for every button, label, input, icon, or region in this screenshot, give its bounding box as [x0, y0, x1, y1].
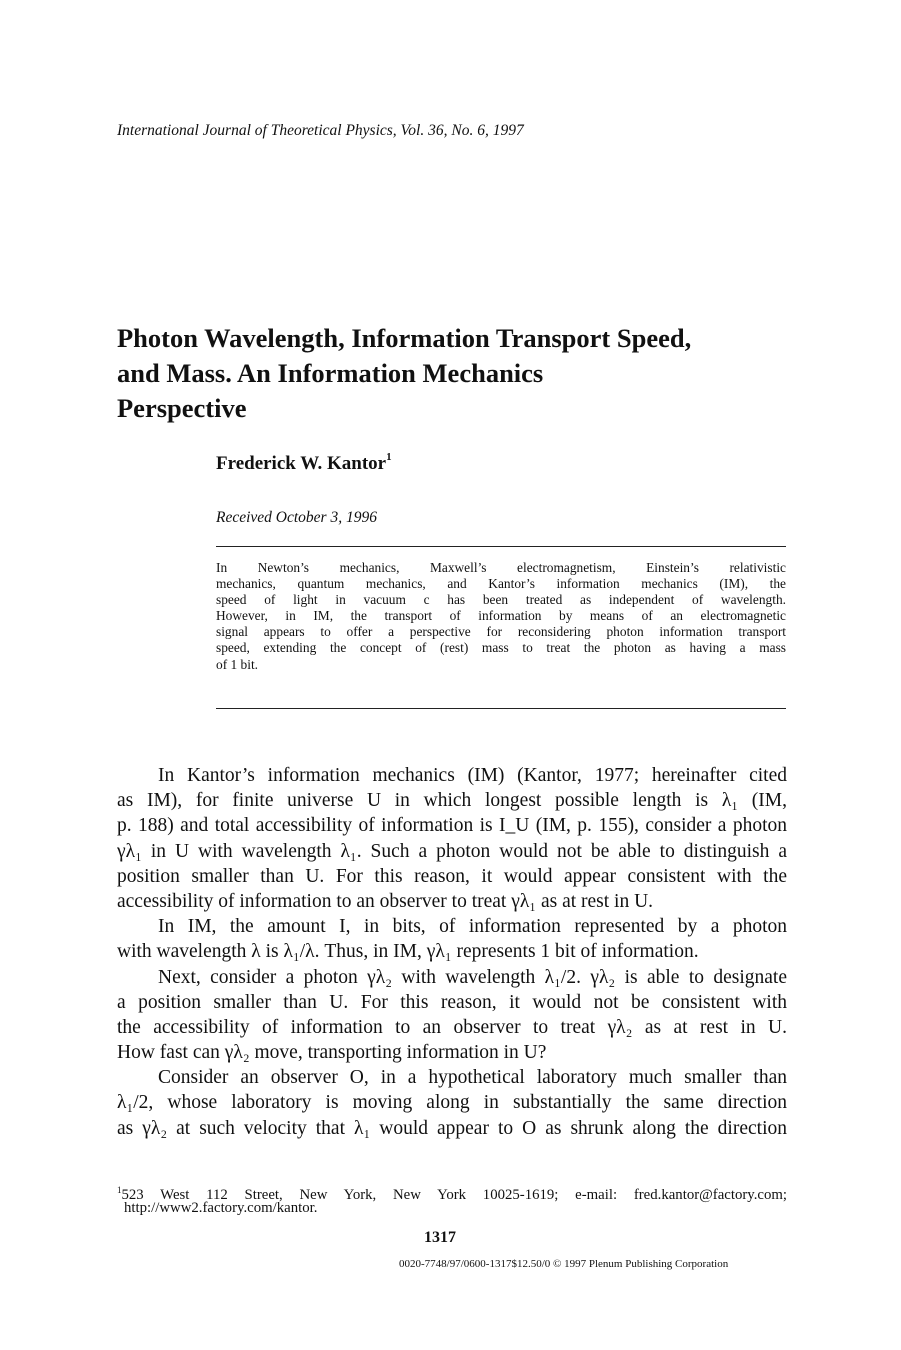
footnote-line [117, 1181, 787, 1203]
abstract-line: In Newton’s mechanics, Maxwell’s electromagnetism, Einstein’s relativistic [216, 560, 786, 575]
title-line: and Mass. An Information Mechanics [117, 358, 544, 388]
footnote-mark: 1 [117, 1185, 122, 1195]
body-line: p. 188) and total accessibility of information is I_U (IM, p. 155), consider a photon [117, 815, 787, 837]
footnote [117, 1181, 787, 1217]
body-line: λ₁/2, whose laboratory is moving along in substantially the same direction [117, 1092, 787, 1114]
journal-citation: International Journal of Theoretical Physics, Vol. 36, No. 6, 1997 [117, 122, 524, 139]
body-line: as γλ₂ at such velocity that λ₁ would appear to O as shrunk along the direction [117, 1117, 787, 1139]
body-line: a position smaller than U. For this reason, it would not be consistent with [117, 991, 787, 1013]
body-line: Consider an observer O, in a hypothetical laboratory much smaller than [158, 1067, 787, 1089]
abstract-top-rule [216, 546, 786, 547]
abstract [216, 560, 786, 673]
body-text [117, 763, 787, 1141]
author-byline [216, 453, 392, 475]
body-line: position smaller than U. For this reason, it would appear consistent with the [117, 865, 787, 887]
body-line: In IM, the amount I, in bits, of information represented by a photon [158, 916, 787, 938]
abstract-line: speed of light in vacuum c has been treated as independent of wavelength. [216, 592, 786, 608]
footnote-line: http://www2.factory.com/kantor. [124, 1200, 318, 1216]
body-line: Next, consider a photon γλ₂ with wavelength λ₁/2. γλ₂ is able to designate [158, 966, 787, 988]
title-line: Photon Wavelength, Information Transport Speed, [117, 323, 692, 353]
abstract-line: speed, extending the concept of (rest) mass to treat the photon as having a mass [216, 640, 786, 656]
title-line: Perspective [117, 393, 247, 423]
received-date: Received October 3, 1996 [216, 509, 377, 526]
body-line: In Kantor’s information mechanics (IM) (Kantor, 1977; hereinafter cited [158, 765, 787, 786]
abstract-line: mechanics, quantum mechanics, and Kantor’s information mechanics (IM), the [216, 576, 786, 592]
abstract-bottom-rule [216, 708, 786, 709]
body-line: γλ₁ in U with wavelength λ₁. Such a photon would not be able to distinguish a [117, 840, 787, 862]
body-line: with wavelength λ is λ₁/λ. Thus, in IM, γλ₁ represents 1 bit of information. [117, 941, 699, 963]
footnote-address: 523 West 112 Street, New York, New York 10025-1619; e-mail: fred.kantor@factory.com; [121, 1186, 787, 1203]
abstract-line: signal appears to offer a perspective for reconsidering photon information transport [216, 624, 786, 640]
body-line: as IM), for finite universe U in which longest possible length is λ₁ (IM, [117, 790, 787, 812]
body-line: How fast can γλ₂ move, transporting information in U? [117, 1042, 547, 1064]
author-name: Frederick W. Kantor [216, 453, 387, 474]
author-footnote-mark: 1 [386, 451, 392, 463]
abstract-line: However, in IM, the transport of information by means of an electromagnetic [216, 608, 786, 624]
page-number: 1317 [424, 1229, 456, 1246]
body-line: accessibility of information to an observer to treat γλ₁ as at rest in U. [117, 890, 654, 912]
article-title [117, 321, 817, 426]
copyright-line: 0020-7748/97/0600-1317$12.50/0 © 1997 Plenum Publishing Corporation [399, 1258, 729, 1270]
body-line: the accessibility of information to an observer to treat γλ₂ as at rest in U. [117, 1016, 787, 1038]
abstract-line: of 1 bit. [216, 656, 259, 672]
